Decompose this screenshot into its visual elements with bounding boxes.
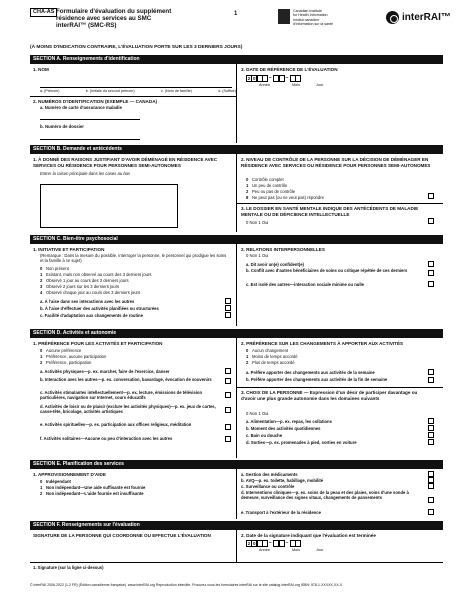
choice-a-code-box[interactable]: [428, 418, 434, 424]
name-parts: a. (Prénom) b. (Initiale du second prénom) c. (Nom de famille) d. (Suffixe): [40, 89, 236, 93]
section-d-heading: SECTION D. Activités et autonomie: [30, 329, 443, 338]
choice-c-code-box[interactable]: [428, 432, 434, 438]
interrai-mark-icon: [386, 11, 399, 24]
health-card-field[interactable]: [40, 119, 140, 120]
name-line[interactable]: [40, 87, 232, 88]
signature-date-label: Date de la signature indiquant que l'évaluation est terminée: [246, 533, 376, 538]
initiative-c-code-box[interactable]: [225, 312, 231, 318]
activity-a-code-box[interactable]: [225, 368, 231, 374]
form-title: Formulaire d'évaluation du supplément résidence avec services au SMC interRAI™ (SMC-RS): [56, 8, 172, 30]
signature-date-field[interactable]: 2 0 – –: [246, 540, 301, 547]
section-a-heading: SECTION A. Renseignements d'identification: [30, 55, 443, 64]
move-reason-box[interactable]: [40, 184, 178, 228]
control-level-code-box[interactable]: [428, 193, 434, 199]
activity-e-code-box[interactable]: [225, 424, 231, 430]
section-e-heading: SECTION E. Planification des services: [30, 460, 443, 469]
activity-change-a-code-box[interactable]: [428, 369, 434, 375]
relationships-label: RELATIONS INTERPERSONNELLES: [246, 247, 325, 252]
reference-date-label: DATE DE RÉFÉRENCE DE L'ÉVALUATION: [246, 67, 338, 72]
section-b-heading: SECTION B. Demande et antécédents: [30, 145, 443, 154]
relationships-b-code-box[interactable]: [428, 270, 434, 276]
activity-preference-label: PRÉFÉRENCE POUR LES ACTIVITÉS ET PARTICIPATION: [38, 341, 163, 346]
footer-text: © interRAI 2006-2022 (1.2 FR) (Édition canadienne française). www.interRAI.org Reproduction interdite. Procurez-vous les formulaires interRAI sur le site catalog.interRAI.org ISBN: 978-1-XXXXX-XX-X: [30, 583, 343, 587]
control-level-label: NIVEAU DE CONTRÔLE DE LA PERSONNE SUR LA DÉCISION DE DÉMÉNAGER EN RÉSIDENCE AVEC SERVICES OU RÉSIDENCE POUR PERSONNES SEMI-AUTONOMES: [241, 157, 431, 168]
page-number: 1: [234, 11, 238, 17]
relationships-a-code-box[interactable]: [428, 261, 434, 267]
move-reason-label: À DONNÉ DES RAISONS JUSTIFIANT D'AVOIR DÉMÉNAGÉ EN RÉSIDENCE AVEC SERVICES OU RÉSIDENCE POUR PERSONNES SEMI-AUTONOMES: [33, 157, 218, 168]
interrai-logo: interRAI™: [386, 11, 451, 24]
section-f-heading: SECTION F. Renseignements sur l'évaluation: [30, 521, 443, 530]
activity-f-code-box[interactable]: [225, 436, 231, 442]
reference-date-field[interactable]: 2 0 – –: [246, 75, 301, 82]
help-supply-label: APPROVISIONNEMENT D'AIDE: [37, 472, 106, 477]
initiative-a-code-box[interactable]: [225, 298, 231, 304]
help-c-code-box[interactable]: [428, 483, 434, 489]
mental-health-code-box[interactable]: [428, 218, 434, 224]
form-code: CHA-AS: [30, 8, 57, 17]
signature-line[interactable]: [30, 562, 443, 563]
assessment-period-note: (À MOINS D'INDICATION CONTRAIRE, L'ÉVALUATION PORTE SUR LES 3 DERNIERS JOURS): [30, 45, 243, 50]
initiative-b-code-box[interactable]: [225, 305, 231, 311]
activity-d-code-box[interactable]: [225, 407, 231, 413]
section-c-heading: SECTION C. Bien-être psychosocial: [30, 235, 443, 244]
activity-change-label: PRÉFÉRENCE SUR LES CHANGEMENTS À APPORTER AUX ACTIVITÉS: [246, 341, 404, 346]
help-d-code-box[interactable]: [428, 497, 434, 503]
choice-d-code-box[interactable]: [428, 439, 434, 445]
signature-title: SIGNATURE DE LA PERSONNE QUI COORDONNE OU EFFECTUE L'ÉVALUATION: [33, 533, 211, 538]
name-label: NOM: [38, 67, 49, 72]
cihi-logo: Canadian Institute for Health Information Institut canadien d'information sur la santé: [278, 9, 333, 27]
file-number-field[interactable]: [40, 139, 140, 140]
activity-change-b-code-box[interactable]: [428, 377, 434, 383]
activity-b-code-box[interactable]: [225, 378, 231, 384]
relationships-c-code-box[interactable]: [428, 281, 434, 287]
initiative-label: INITIATIVE ET PARTICIPATION: [38, 247, 105, 252]
form-page: CHA-AS Formulaire d'évaluation du supplément résidence avec services au SMC interRAI™ (SMC-RS) 1 Canadian Institute for Health Information Institut canadien d'information sur la santé interRAI™ (À MOINS D'INDICATION CONTRAIRE, L'ÉVALUATION PORTE SUR LES 3 DERNIERS JOURS) SECTION A. Renseignements d'identification 1. NOM a. (Prénom) b. (Initiale du second prénom) c. (Nom de famille) d. (Suffixe) 2. NUMÉROS D'IDENTIFICATION (EXEMPLE — CANADA) a. Numéro de carte d'assurance maladie b. Numéro de dossier 3. DATE DE RÉFÉRENCE DE L'ÉVALUATION 2 0 – – Année Mois Jour SECTION B. Demande et antécédents 1. À DONNÉ DES RAISONS JUSTIFIANT D'AVOIR DÉMÉNAGÉ EN RÉSIDENCE AVEC SERVICES OU RÉSIDENCE POUR PERSONNES SEMI-AUTONOMES Entrer la raison principale dans les cases au bas 2. NIVEAU DE CONTRÔLE DE LA PERSONNE SUR LA DÉCISION DE DÉMÉNAGER EN RÉSIDENCE AVEC SERVICES OU RÉSIDENCE POUR PERSONNES SEMI-AUTONOMES 0 Contrôle complet 1 Un peu de contrôle 2 Peu ou pas de contrôle 8 Ne peut pas (ou ne veut pas) répondre 3. LE DOSSIER EN SANTÉ MENTALE INDIQUE DES ANTÉCÉDENTS DE MALADIE MENTALE OU DE DÉFICIENCE INTELLECTUELLE 0 Non 1 Oui SECTION C. Bien-être psychosocial 1. INITIATIVE ET PARTICIPATION (Remarque : Dans la mesure du possible, interroger la personne, le personnel qui prodigue les soins et la famille à ce sujet) 0 Non présent 1 Existant, mais non observé au cours des 3 derniers jours 2 Observé 1 jour au cours des 3 derniers jours 3 Observé 2 jours sur les 3 derniers jours 4 Observé chaque jour au cours des 3 derniers jours a. À l'aise dans ses interactions avec les autres b. À l'aise d'effectuer des activités planifiées ou structurées c. Facilité d'adaptation aux changements de routine 2. RELATIONS INTERPERSONNELLES 0 Non 1 Oui a. Dit avoir un(e) confident(e) b. Conflit avec d'autres bénéficiaires de soins ou critique répétée de ces derniers c. Est isolé des autres—interaction sociale minime ou nulle SECTION D. Activités et autonomie 1. PRÉFÉRENCE POUR LES ACTIVITÉS ET PARTICIPATION 0 Aucune préférence 1 Préférence, aucune participation 2 Préférence, participation a. Activités physiques—p. ex. marcher, faire de l'exercice, danser b. Interaction avec les autres—p. ex. conversation, bavardage, évocation de souvenirs c. Activités stimulantes intellectuellement—p. ex. lecture, émissions de télévision particulières, navigation sur Internet, cours éducatifs d. Activités de loisir ou de plaisir (exclure les activités physiques)—p. ex. jeux de cartes, casse-tête, bricolage, activités artistiques e. Activités spirituelles—p. ex. participation aux offices religieux, méditation f. Activités solitaires—Aucune ou peu d'interaction avec les autres 2. PRÉFÉRENCE SUR LES CHANGEMENTS À APPORTER AUX ACTIVITÉS 0 Aucun changement 1 Moins de temps accordé 2 Plus de temps accordé a. Préfère apporter des changements aux activités de la semaine b. Préfère apporter des changements aux activités de la fin de semaine 3. CHOIX DE LA PERSONNE — Expression d'un désir de participer davantage ou d'avoir une plus grande autonomie dans les domaines suivants 0 Non 1 Oui a. Alimentation—p. ex. repas, les collations b. Moment des activités quotidiennes c. Bain ou douche d. Sorties—p. ex. promenades à pied, sorties en voiture SECTION E. Planification des services 1. APPROVISIONNEMENT D'AIDE 0 Indépendant 1 Non indépendant—Une aide suffisante est fournie 2 Non indépendant—L'aide fournie est insuffisante a. Gestion des médicaments b. AVQ—p. ex. toilette, habillage, mobilité c. Surveillance ou contrôle d. Interventions cliniques—p. ex. soins de la peau et des plaies, soins d'une sonde à demeure, surveillance des signes vitaux, changements de pansements e. Transport à l'extérieur de la résidence SECTION F. Renseignements sur l'évaluation SIGNATURE DE LA PERSONNE QUI COORDONNE OU EFFECTUE L'ÉVALUATION 2. Date de la signature indiquant que l'évaluation est terminée 2 0 – – Année Mois Jour 1. Signature (sur la ligne ci-dessus) © interRAI 2006-2022 (1.2 FR) (Édition canadienne française). www.interRAI.org Reproduction interdite. Procurez-vous les formulaires interRAI sur le site catalog.interRAI.org ISBN: 978-1-XXXXX-XX-X: [30, 8, 451, 587]
help-e-code-box[interactable]: [428, 509, 434, 515]
mental-health-label: LE DOSSIER EN SANTÉ MENTALE INDIQUE DES ANTÉCÉDENTS DE MALADIE MENTALE OU DE DÉFICIENCE INTELLECTUELLE: [241, 206, 419, 217]
identification-label: NUMÉROS D'IDENTIFICATION (EXEMPLE — CANADA): [38, 99, 158, 104]
person-choice-label: CHOIX DE LA PERSONNE — Expression d'un désir de participer davantage ou d'avoir une plus grande autonomie dans les domaines suivants: [241, 390, 418, 401]
signature-caption: 1. Signature (sur la ligne ci-dessus): [33, 565, 104, 570]
choice-b-code-box[interactable]: [428, 425, 434, 431]
activity-c-code-box[interactable]: [225, 392, 231, 398]
cihi-mark-icon: [278, 9, 290, 24]
